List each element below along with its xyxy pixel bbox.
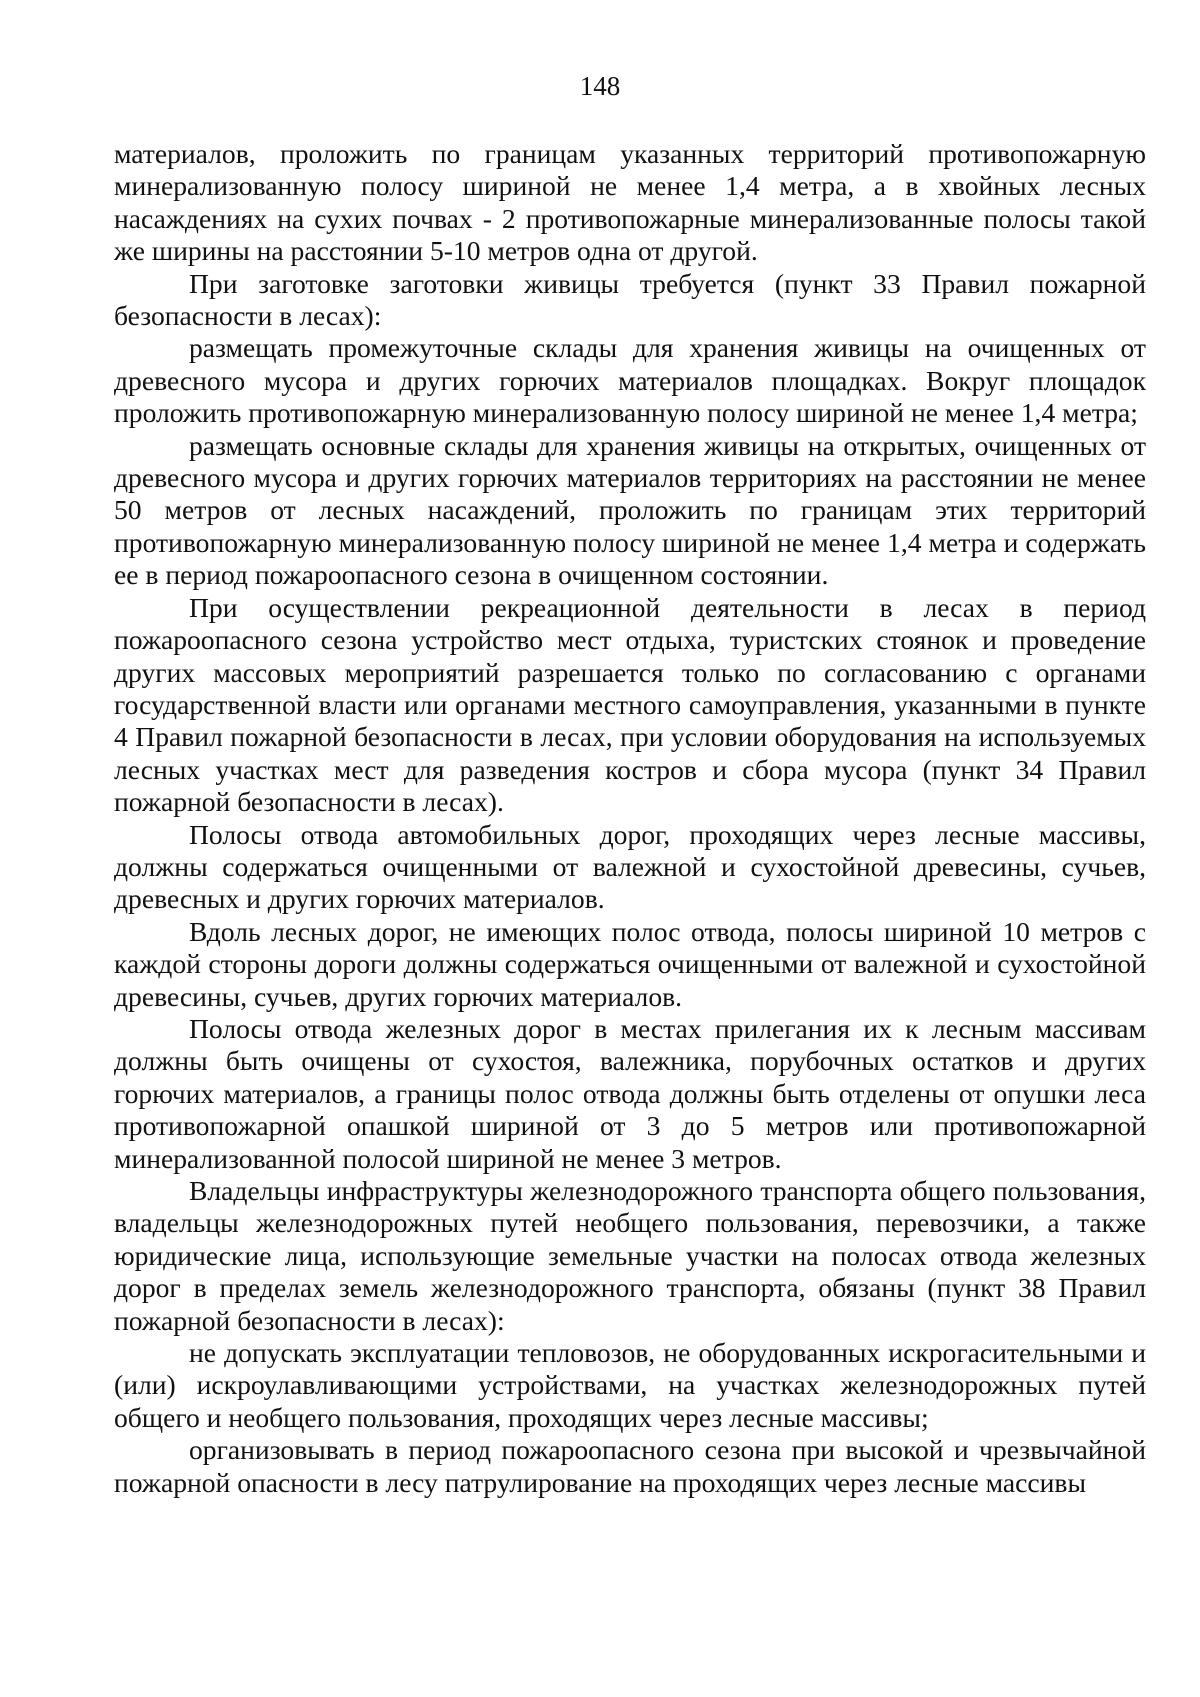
paragraph: Вдоль лесных дорог, не имеющих полос отвода, полосы шириной 10 метров с каждой стороны дороги должны содержаться очищенными от валежной и сухостойной древесины, сучьев, других горючих материалов. [114, 915, 1146, 1012]
paragraph: При заготовке заготовки живицы требуется (пункт 33 Правил пожарной безопасности в лесах): [114, 267, 1146, 332]
paragraph: материалов, проложить по границам указанных территорий противопожарную минерализованную полосу шириной не менее 1,4 метра, а в хвойных лесных насаждениях на сухих почвах - 2 противопожарные минерализованные полосы такой же ширины на расстоянии 5-10 метров одна от другой. [114, 138, 1146, 267]
paragraph: При осуществлении рекреационной деятельности в лесах в период пожароопасного сезона устройство мест отдыха, туристских стоянок и проведение других массовых мероприятий разрешается только по согласованию с органами государственной власти или органами местного самоуправления, указанными в пункте 4 Правил пожарной безопасности в лесах, при условии оборудования на используемых лесных участках мест для разведения костров и сбора мусора (пункт 34 Правил пожарной безопасности в лесах). [114, 591, 1146, 818]
paragraph: не допускать эксплуатации тепловозов, не оборудованных искрогасительными и (или) искроулавливающими устройствами, на участках железнодорожных путей общего и необщего пользования, проходящих через лесные массивы; [114, 1337, 1146, 1433]
document-body [114, 138, 1146, 1499]
paragraph: Полосы отвода железных дорог в местах прилегания их к лесным массивам должны быть очищены от сухостоя, валежника, порубочных остатков и других горючих материалов, а границы полос отвода должны быть отделены от опушки леса противопожарной опашкой шириной от 3 до 5 метров или противопожарной минерализованной полосой шириной не менее 3 метров. [114, 1012, 1146, 1174]
paragraph: Владельцы инфраструктуры железнодорожного транспорта общего пользования, владельцы железнодорожных путей необщего пользования, перевозчики, а также юридические лица, использующие земельные участки на полосах отвода железных дорог в пределах земель железнодорожного транспорта, обязаны (пункт 38 Правил пожарной безопасности в лесах): [114, 1175, 1146, 1336]
paragraph: размещать промежуточные склады для хранения живицы на очищенных от древесного мусора и других горючих материалов площадках. Вокруг площадок проложить противопожарную минерализованную полосу шириной не менее 1,4 метра; [114, 332, 1146, 429]
paragraph: размещать основные склады для хранения живицы на открытых, очищенных от древесного мусора и других горючих материалов территориях на расстоянии не менее 50 метров от лесных насаждений, проложить по границам этих территорий противопожарную минерализованную полосу шириной не менее 1,4 метра и содержать ее в период пожароопасного сезона в очищенном состоянии. [114, 429, 1146, 591]
paragraph: организовывать в период пожароопасного сезона при высокой и чрезвычайной пожарной опасности в лесу патрулирование на проходящих через лесные массивы [114, 1434, 1146, 1498]
page-number: 148 [579, 71, 621, 101]
paragraph: Полосы отвода автомобильных дорог, проходящих через лесные массивы, должны содержаться очищенными от валежной и сухостойной древесины, сучьев, древесных и других горючих материалов. [114, 818, 1146, 915]
